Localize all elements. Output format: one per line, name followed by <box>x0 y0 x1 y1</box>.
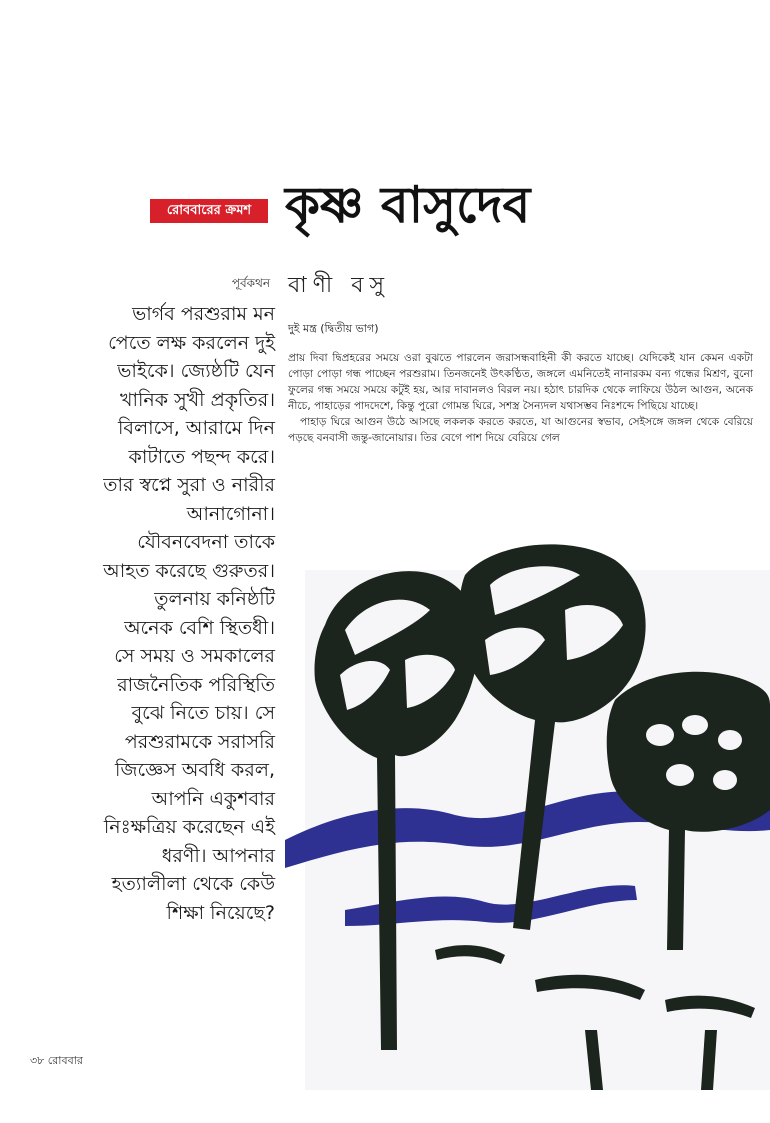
body-paragraph: পাহাড় ঘিরে আগুন উঠে আসছে লকলক করতে করতে, যা আগুনের স্বভাব, সেইসঙ্গে জঙ্গল থেকে বেরিয়ে পড়ছে বনবাসী জন্তু-জানোয়ার। তির বেগে পাশ দিয়ে বেরিয়ে গেল <box>288 416 753 444</box>
prologue-label: পূর্বকথন <box>231 276 270 290</box>
article-title: কৃষ্ণ বাসুদেব <box>285 176 531 234</box>
chapter-subheading: দুই মন্ত্র (দ্বিতীয় ভাগ) <box>288 322 379 335</box>
article-author: বাণী বসু <box>288 273 390 298</box>
series-badge: রোববারের ক্রমশ <box>150 199 268 223</box>
article-body <box>288 350 753 446</box>
page-footer: ৩৮ রোববার <box>30 1054 83 1067</box>
body-paragraph: প্রায় দিবা দ্বিপ্রহরের সময়ে ওরা বুঝতে পারলেন জরাসন্ধবাহিনী কী করতে যাচ্ছে। যেদিকেই যান কেমন একটা পোড়া পোড়া গন্ধ পাচ্ছেন পরশুরাম। তিনজনেই উৎকণ্ঠিত, জঙ্গলে এমনিতেই নানারকম বন্য গন্ধের মিশ্রণ, বুনো ফুলের গন্ধ সময়ে সময়ে কটুই হয়, আর দাবানলও বিরল নয়। হঠাৎ চারদিক থেকে লাফিয়ে উঠল আগুন, অনেক নীচে, পাহাড়ের পাদদেশে, কিন্তু পুরো গোমন্ত ঘিরে, সশস্ত্র সৈন্যদল যথাসম্ভব নিঃশব্দে পিছিয়ে যাচ্ছে। <box>288 352 753 412</box>
papercut-trees-illustration <box>285 530 770 1090</box>
prologue-excerpt <box>100 300 275 927</box>
prologue-text: ভার্গব পরশুরাম মন পেতে লক্ষ করলেন দুই ভাইকে। জ্যেষ্ঠটি যেন খানিক সুখী প্রকৃতির। বিলাসে, আরামে দিন কাটাতে পছন্দ করে। তার স্বপ্নে সুরা ও নারীর আনাগোনা। যৌবনবেদনা তাকে আহত করেছে গুরুতর। তুলনায় কনিষ্ঠটি অনেক বেশি স্থিতধী। সে সময় ও সমকালের রাজনৈতিক পরিস্থিতি বুঝে নিতে চায়। সে পরশুরামকে সরাসরি জিজ্ঞেস অবধি করল, আপনি একুশবার নিঃক্ষত্রিয় করেছেন এই ধরণী। আপনার হত্যালীলা থেকে কেউ শিক্ষা নিয়েছে? <box>103 303 275 924</box>
